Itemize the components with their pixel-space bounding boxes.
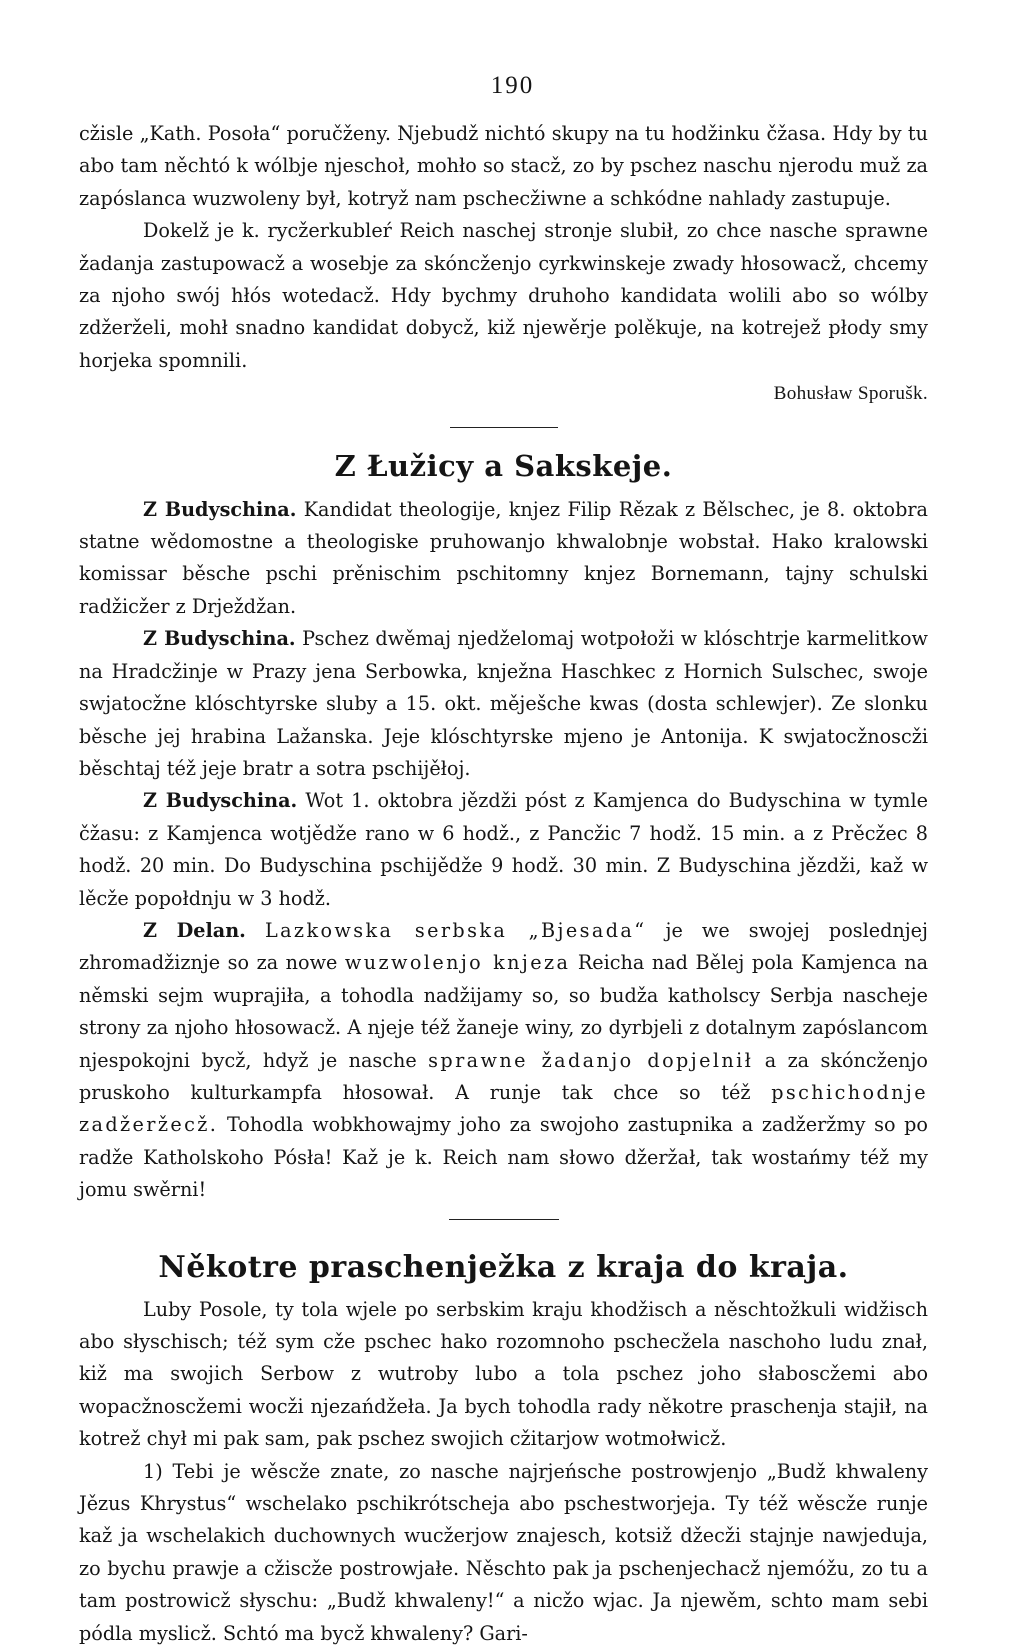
news-item-4-spaced-a: Lazkowska serbska „Bjesada“ bbox=[264, 918, 647, 942]
intro-paragraph-2-text: Dokelž je k. rycžerkubleŕ Reich naschej stronje slubił, zo chce nasche sprawne žadanja zastupowacž a wosebje za skóncženjo cyrkwinskeje zwady hłosowacž, chcemy za njoho swój hłós wotedacž. Hdy bychmy druhoho kandidata wolili abo so wólby zdžerželi, mohł snadno kandidat dobycž, kiž njewěrje polěkuje, na kotrejež płody smy horjeka spomnili. bbox=[79, 219, 928, 372]
page-number: 190 bbox=[490, 72, 535, 99]
questions-paragraph-2: 1) Tebi je wěscže znate, zo nasche najrjeńsche postrowjenjo „Budž khwaleny Jězus Khrystus“ wschelako pschikrótscheja abo pschestworjeja. Ty též wěscže runje kaž ja wschelakich duchownych wucžerjow znajesch, kotsiž džecži stajnje nawjeduja, zo bychu prawje a cžiscže postrowjałe. Něschto pak ja pschenjechacž njemóžu, zo tu a tam postrowicž słyschu: „Budž khwaleny!“ a nicžo wjac. Ja njewěm, schto mam sebi pódla myslicž. Schtó ma bycž khwaleny? Gari- bbox=[79, 1459, 928, 1645]
questions-paragraph-1: Luby Posole, ty tola wjele po serbskim kraju khodžisch a něschtožkuli widžisch abo słyschisch; též sym cže pschec hako rozomnoho pschecžela naschoho ludu znał, kiž ma swojich Serbow z wutroby lubo a tola pschez joho słaboscžemi abo wopacžnoscžemi wocži njezańdžeła. Ja bych tohodla rady někotre praschenja stajił, na kotrež chył mi pak sam, pak pschez swojich cžitarjow wotmołwicž. bbox=[79, 1297, 928, 1451]
news-item-4-spaced-c: sprawne žadanjo dopjelnił bbox=[428, 1048, 754, 1072]
news-item-4 bbox=[79, 915, 928, 1207]
news-item-4-text-a: je we swojej poslednjej zhromadžiznje so za nowe bbox=[79, 918, 928, 975]
news-item-3 bbox=[79, 785, 928, 915]
news-item-1-text: Kandidat theologije, knjez Filip Rězak z Bělschec, je 8. oktobra statne wědomostne a theologiske pruhowanjo khwalobnje wobstał. Hako kralowski komissar běsche pschi prěnischim pschitomny knjez Bornemann, tajny schulski radžicžer z Drježdžan. bbox=[79, 497, 928, 618]
news-item-4-spaced-b: wuzwolenjo knjeza bbox=[344, 951, 571, 975]
section-heading-lusatia: Z Łužicy a Sakskeje. bbox=[334, 448, 673, 483]
news-item-4-lead: Z Delan. bbox=[143, 918, 246, 942]
section-heading-questions: Někotre praschenježka z kraja do kraja. bbox=[158, 1249, 849, 1285]
news-item-1 bbox=[79, 494, 928, 624]
signature-line bbox=[79, 377, 928, 410]
divider-rule-1 bbox=[450, 427, 558, 428]
news-item-1-lead: Z Budyschina. bbox=[143, 497, 297, 521]
news-item-4-text-d: Tohodla wobkhowajmy joho za swojoho zastupnika a zadžeržmy so po radže Katholskoho Pósła! Kaž je k. Reich nam słowo džeržał, tak wostańmy též my jomu swěrni! bbox=[79, 1113, 928, 1202]
questions-section bbox=[79, 1294, 928, 1650]
news-item-3-lead: Z Budyschina. bbox=[143, 789, 298, 813]
news-item-3-text: Wot 1. oktobra jězdži póst z Kamjenca do Budyschina w tymle čžasu: z Kamjenca wotjědže rano w 6 hodž., z Pancžic 7 hodž. 15 min. a z Prěcžec 8 hodž. 20 min. Do Budyschina pschijědže 9 hodž. 30 min. Z Budyschina jězdži, kaž w lěcže popołdnju w 3 hodž. bbox=[79, 789, 928, 910]
news-item-2-text: Pschez dwěmaj njedželomaj wotpołoži w klóschtrje karmelitkow na Hradcžinje w Prazy jena Serbowka, knježna Haschkec z Hornich Sulschec, swoje swjatocžne klóschtyrske sluby a 15. okt. měješche kwas (dosta schlewjer). Ze slonku běsche jej hrabina Lažanska. Jeje klóschtyrske mjeno je Antonija. K swjatocžnoscži běschtaj též jeje bratr a sotra pschijěłoj. bbox=[79, 627, 928, 780]
news-section bbox=[79, 494, 928, 1207]
news-item-4-text-b: Reicha nad Bělej pola Kamjenca na němski sejm wuprajiła, a tohodla nadžijamy so, so budža katholscy Serbja nascheje strony za njoho hłosowacž. A njeje též žaneje winy, zo dyrbjeli z dotalnym zapóslancom njespokojni bycž, hdyž je nasche bbox=[79, 951, 929, 1072]
intro-paragraph-1: cžisle „Kath. Posoła“ poručženy. Njebudž nichtó skupy na tu hodžinku čžasa. Hdy by tu abo tam něchtó k wólbje njeschoł, mohło so stacž, zo by pschez naschu njerodu muž za zapóslanca wuzwoleny był, kotryž nam pschecžiwne a schkódne nahlady zastupuje. bbox=[79, 122, 928, 210]
divider-rule-2 bbox=[449, 1219, 559, 1220]
news-item-2 bbox=[79, 623, 928, 785]
intro-section bbox=[79, 118, 928, 411]
intro-paragraph-2 bbox=[79, 215, 928, 377]
news-item-4-spaced-d: pschichodnje zadžeržecž. bbox=[79, 1080, 928, 1137]
signature: Bohusław Sporušk. bbox=[773, 383, 928, 405]
news-item-4-text-c: a za skóncženjo pruskoho kulturkampfa hłosował. A runje tak chce so též bbox=[79, 1048, 928, 1104]
news-item-2-lead: Z Budyschina. bbox=[143, 627, 296, 651]
